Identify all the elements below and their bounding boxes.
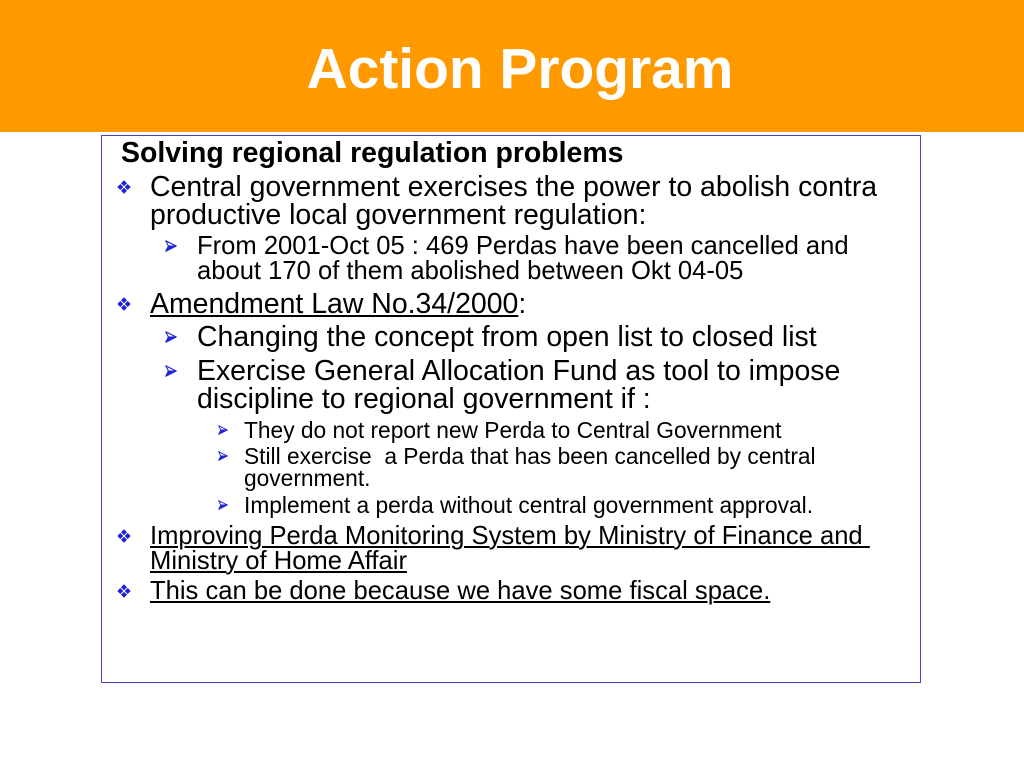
arrow-bullet-icon: [163, 357, 197, 385]
bullet-text: They do not report new Perda to Central Government: [244, 417, 782, 444]
section-heading: Solving regional regulation problems: [121, 137, 624, 170]
bullet-text: Exercise General Allocation Fund as tool to impose discipline to regional government if :: [197, 355, 849, 416]
slide-title: Action Program: [306, 37, 734, 102]
underlined-text: Improving Perda Monitoring System by Ministry of Finance and Ministry of Home Affair: [150, 521, 870, 575]
bullet-text: [150, 288, 905, 321]
diamond-bullet-icon: [116, 173, 150, 201]
bullet-text: [150, 576, 905, 605]
bullet-text: Changing the concept from open list to closed list: [197, 321, 817, 354]
bullet-suffix: :: [518, 288, 527, 321]
diamond-bullet-icon: [116, 579, 150, 604]
sub-sub-bullet-implement-perda: [216, 492, 905, 519]
diamond-bullet-icon: [116, 290, 150, 318]
bullet-text: Still exercise a Perda that has been cancelled by central government.: [244, 443, 822, 492]
bullet-text: Central government exercises the power to abolish contra productive local government regulation:: [150, 171, 886, 232]
bullet-amendment-law: [116, 288, 905, 321]
sub-sub-bullet-not-report: [216, 417, 905, 444]
bullet-central-government-power: [116, 171, 905, 232]
bullet-monitoring-system: [116, 521, 905, 575]
sub-bullet-perdas-cancelled: [163, 231, 905, 285]
arrow-bullet-icon: [163, 323, 197, 351]
diamond-bullet-icon: [116, 524, 150, 549]
arrow-bullet-icon: [216, 445, 244, 467]
sub-sub-bullet-still-exercise: [216, 443, 905, 492]
sub-bullet-changing-concept: [163, 321, 905, 354]
underlined-text: This can be done because we have some fiscal space.: [150, 576, 771, 605]
bullet-text: [150, 521, 905, 575]
bullet-text: From 2001-Oct 05 : 469 Perdas have been cancelled and about 170 of them abolished between Okt 04-05: [197, 231, 856, 285]
underlined-text: Amendment Law No.34/2000: [150, 288, 519, 321]
sub-bullet-allocation-fund: [163, 355, 905, 416]
arrow-bullet-icon: [163, 234, 197, 259]
arrow-bullet-icon: [216, 419, 244, 441]
bullet-fiscal-space: [116, 576, 905, 605]
arrow-bullet-icon: [216, 494, 244, 516]
bullet-text: Implement a perda without central government approval.: [244, 492, 814, 519]
